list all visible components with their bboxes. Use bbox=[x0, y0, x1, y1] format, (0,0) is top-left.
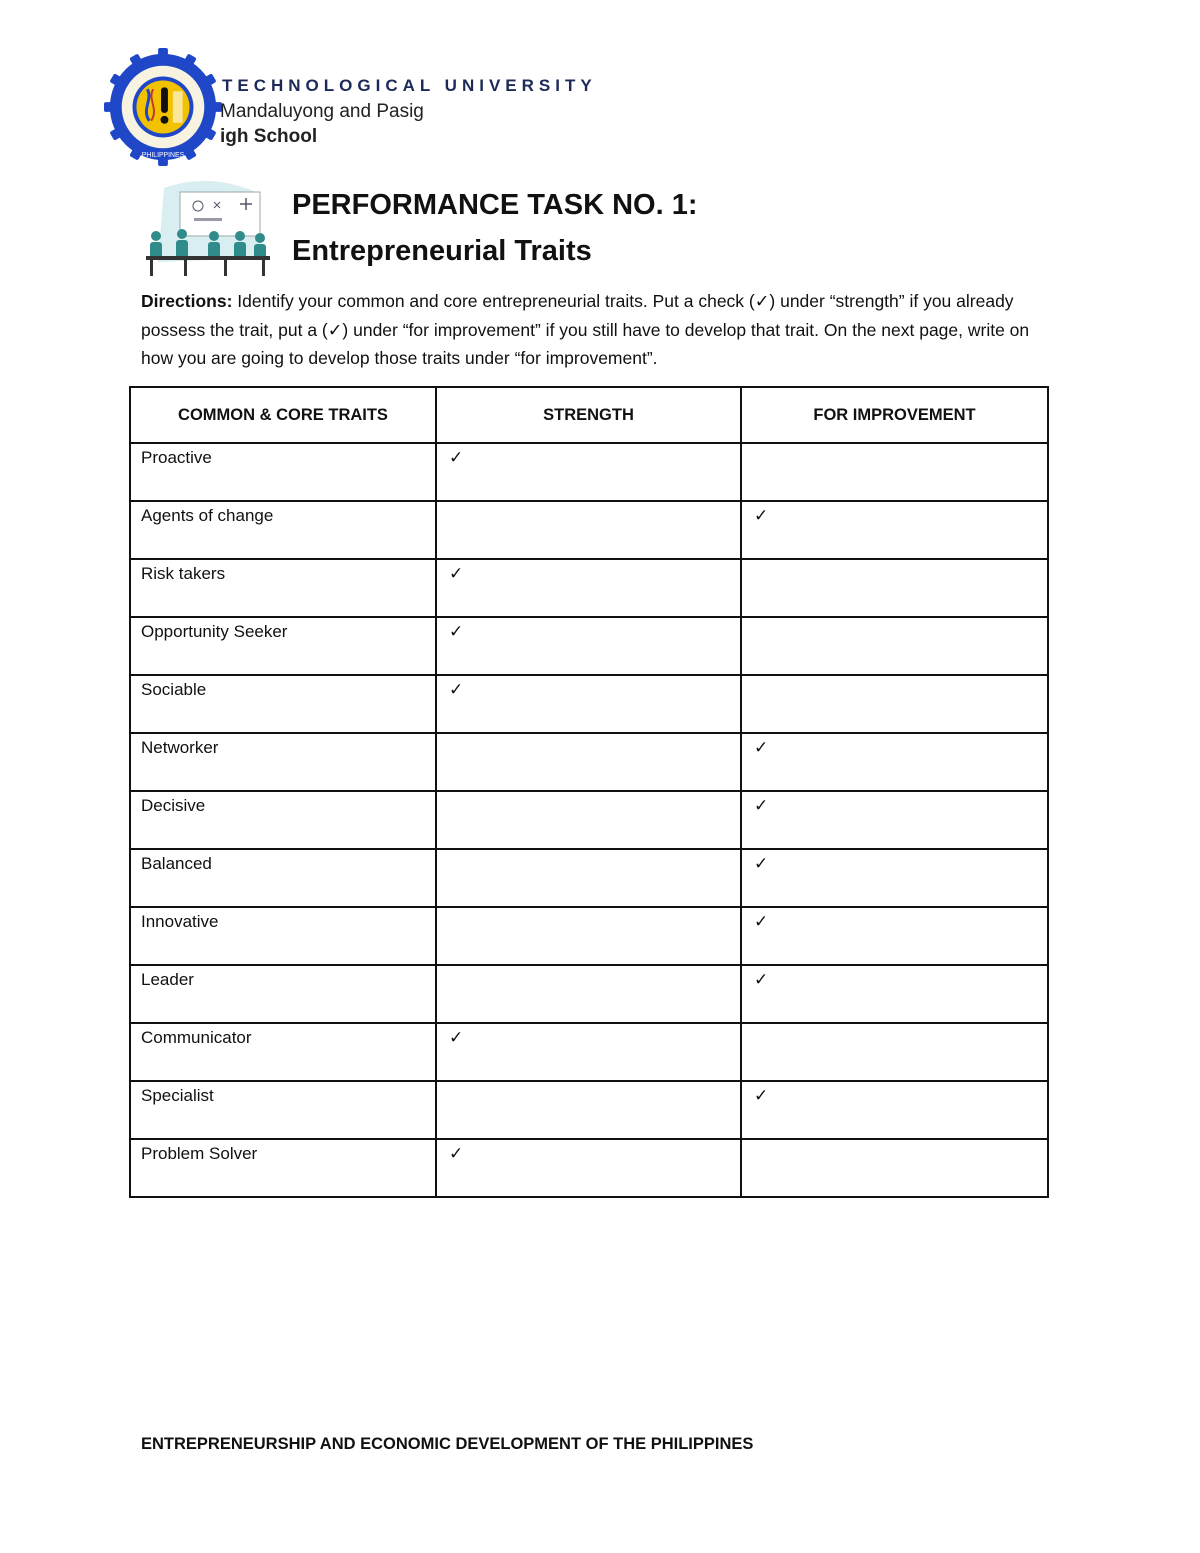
campus-name: Mandaluyong and Pasig bbox=[220, 101, 424, 122]
directions-label: Directions: bbox=[141, 291, 233, 311]
task-title-line1: PERFORMANCE TASK NO. 1: bbox=[292, 189, 698, 221]
footer-course-title: ENTREPRENEURSHIP AND ECONOMIC DEVELOPMENT OF THE PHILIPPINES bbox=[141, 1435, 754, 1453]
improvement-check-cell[interactable]: ✓ bbox=[741, 907, 1048, 965]
improvement-check-cell[interactable]: ✓ bbox=[741, 1081, 1048, 1139]
task-title-line2: Entrepreneurial Traits bbox=[292, 235, 592, 267]
trait-cell: Communicator bbox=[130, 1023, 436, 1081]
table-row bbox=[130, 849, 1048, 907]
table-row bbox=[130, 1081, 1048, 1139]
trait-cell: Decisive bbox=[130, 791, 436, 849]
strength-check-cell[interactable]: ✓ bbox=[436, 559, 741, 617]
traits-table bbox=[129, 386, 1049, 1198]
table-row bbox=[130, 617, 1048, 675]
svg-text:PHILIPPINES: PHILIPPINES bbox=[141, 152, 185, 160]
trait-cell: Leader bbox=[130, 965, 436, 1023]
task-title bbox=[292, 182, 697, 274]
table-row bbox=[130, 907, 1048, 965]
table-row bbox=[130, 443, 1048, 501]
improvement-check-cell[interactable] bbox=[741, 675, 1048, 733]
improvement-check-cell[interactable]: ✓ bbox=[741, 791, 1048, 849]
improvement-check-cell[interactable]: ✓ bbox=[741, 501, 1048, 559]
table-row bbox=[130, 1139, 1048, 1197]
trait-cell: Proactive bbox=[130, 443, 436, 501]
school-name: igh School bbox=[220, 126, 318, 147]
table-row bbox=[130, 965, 1048, 1023]
header-strength: STRENGTH bbox=[436, 387, 741, 443]
improvement-check-cell[interactable]: ✓ bbox=[741, 849, 1048, 907]
improvement-check-cell[interactable] bbox=[741, 1023, 1048, 1081]
trait-cell: Innovative bbox=[130, 907, 436, 965]
trait-cell: Networker bbox=[130, 733, 436, 791]
table-row bbox=[130, 559, 1048, 617]
strength-check-cell[interactable]: ✓ bbox=[436, 1023, 741, 1081]
strength-check-cell[interactable] bbox=[436, 501, 741, 559]
directions-text: Identify your common and core entrepreneurial traits. Put a check (✓) under “strength” if you already possess the trait, put a (✓) under “for improvement” if you still have to develop that trait. On the next page, write on how you are going to develop those traits under “for improvement”. bbox=[141, 291, 1030, 368]
strength-check-cell[interactable] bbox=[436, 907, 741, 965]
trait-cell: Sociable bbox=[130, 675, 436, 733]
trait-cell: Balanced bbox=[130, 849, 436, 907]
header-traits: COMMON & CORE TRAITS bbox=[130, 387, 436, 443]
strength-check-cell[interactable]: ✓ bbox=[436, 443, 741, 501]
header-for-improvement: FOR IMPROVEMENT bbox=[741, 387, 1048, 443]
trait-cell: Opportunity Seeker bbox=[130, 617, 436, 675]
table-row bbox=[130, 791, 1048, 849]
strength-check-cell[interactable] bbox=[436, 1081, 741, 1139]
trait-cell: Agents of change bbox=[130, 501, 436, 559]
strength-check-cell[interactable] bbox=[436, 791, 741, 849]
improvement-check-cell[interactable]: ✓ bbox=[741, 733, 1048, 791]
strength-check-cell[interactable] bbox=[436, 965, 741, 1023]
strength-check-cell[interactable] bbox=[436, 849, 741, 907]
improvement-check-cell[interactable] bbox=[741, 1139, 1048, 1197]
improvement-check-cell[interactable] bbox=[741, 617, 1048, 675]
trait-cell: Specialist bbox=[130, 1081, 436, 1139]
table-row bbox=[130, 1023, 1048, 1081]
strength-check-cell[interactable] bbox=[436, 733, 741, 791]
strength-check-cell[interactable]: ✓ bbox=[436, 675, 741, 733]
improvement-check-cell[interactable] bbox=[741, 559, 1048, 617]
classroom-illustration-icon bbox=[144, 178, 272, 276]
table-row bbox=[130, 501, 1048, 559]
trait-cell: Problem Solver bbox=[130, 1139, 436, 1197]
trait-cell: Risk takers bbox=[130, 559, 436, 617]
improvement-check-cell[interactable] bbox=[741, 443, 1048, 501]
university-seal-icon bbox=[104, 48, 222, 166]
table-row bbox=[130, 675, 1048, 733]
strength-check-cell[interactable]: ✓ bbox=[436, 1139, 741, 1197]
traits-table-header bbox=[130, 387, 1048, 443]
university-name: TECHNOLOGICAL UNIVERSITY bbox=[222, 76, 597, 95]
strength-check-cell[interactable]: ✓ bbox=[436, 617, 741, 675]
improvement-check-cell[interactable]: ✓ bbox=[741, 965, 1048, 1023]
table-row bbox=[130, 733, 1048, 791]
directions-paragraph bbox=[141, 287, 1041, 373]
